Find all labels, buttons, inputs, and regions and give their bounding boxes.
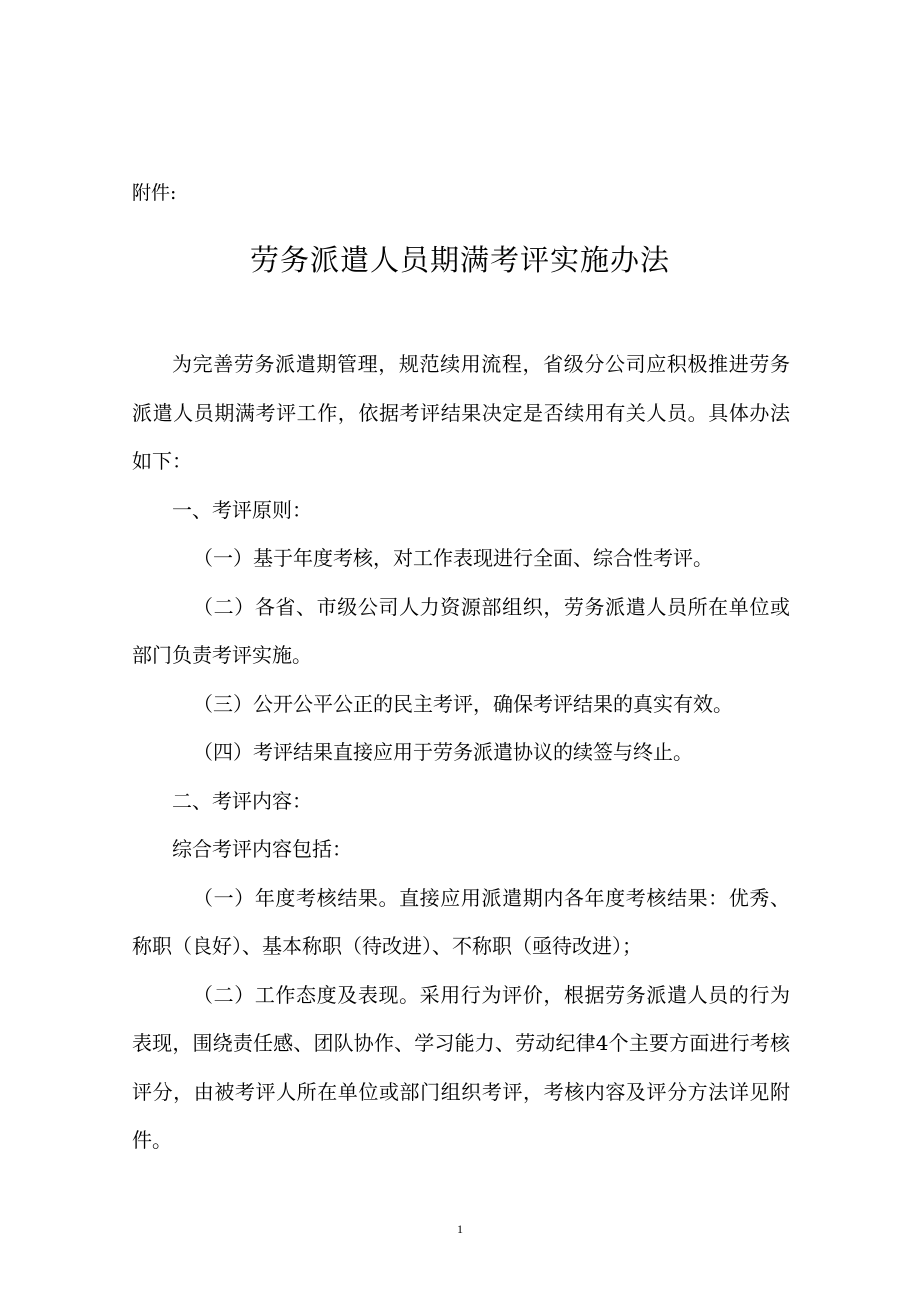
- content-intro: 综合考评内容包括：: [172, 837, 352, 861]
- principle-item-2: （二）各省、市级公司人力资源部组织，劳务派遣人员所在单位或部门负责考评实施。: [132, 594, 790, 667]
- content-item-2: （二）工作态度及表现。采用行为评价，根据劳务派遣人员的行为表现，围绕责任感、团队协作、学习能力、劳动纪律4个主要方面进行考核评分，由被考评人所在单位或部门组织考评，考核内容及评分方法详见附件。: [132, 982, 790, 1152]
- content-item-1: （一）年度考核结果。直接应用派遣期内各年度考核结果：优秀、称职（良好）、基本称职（待改进）、不称职（亟待改进）；: [132, 885, 790, 958]
- document-body: [132, 340, 790, 1165]
- attachment-label: 附件:: [132, 182, 177, 204]
- principle-item-1: （一）基于年度考核，对工作表现进行全面、综合性考评。: [193, 546, 713, 570]
- section-heading-content: 二、考评内容：: [172, 788, 312, 813]
- intro-paragraph: 为完善劳务派遣期管理，规范续用流程，省级分公司应积极推进劳务派遣人员期满考评工作，依据考评结果决定是否续用有关人员。具体办法如下：: [132, 352, 790, 473]
- section-heading-principles: 一、考评原则：: [172, 497, 312, 522]
- principle-item-4: （四）考评结果直接应用于劳务派遣协议的续签与终止。: [193, 740, 693, 764]
- page-number: 1: [457, 1222, 463, 1236]
- principle-item-3: （三）公开公平公正的民主考评，确保考评结果的真实有效。: [193, 691, 733, 716]
- document-title: 劳务派遣人员期满考评实施办法: [249, 243, 670, 277]
